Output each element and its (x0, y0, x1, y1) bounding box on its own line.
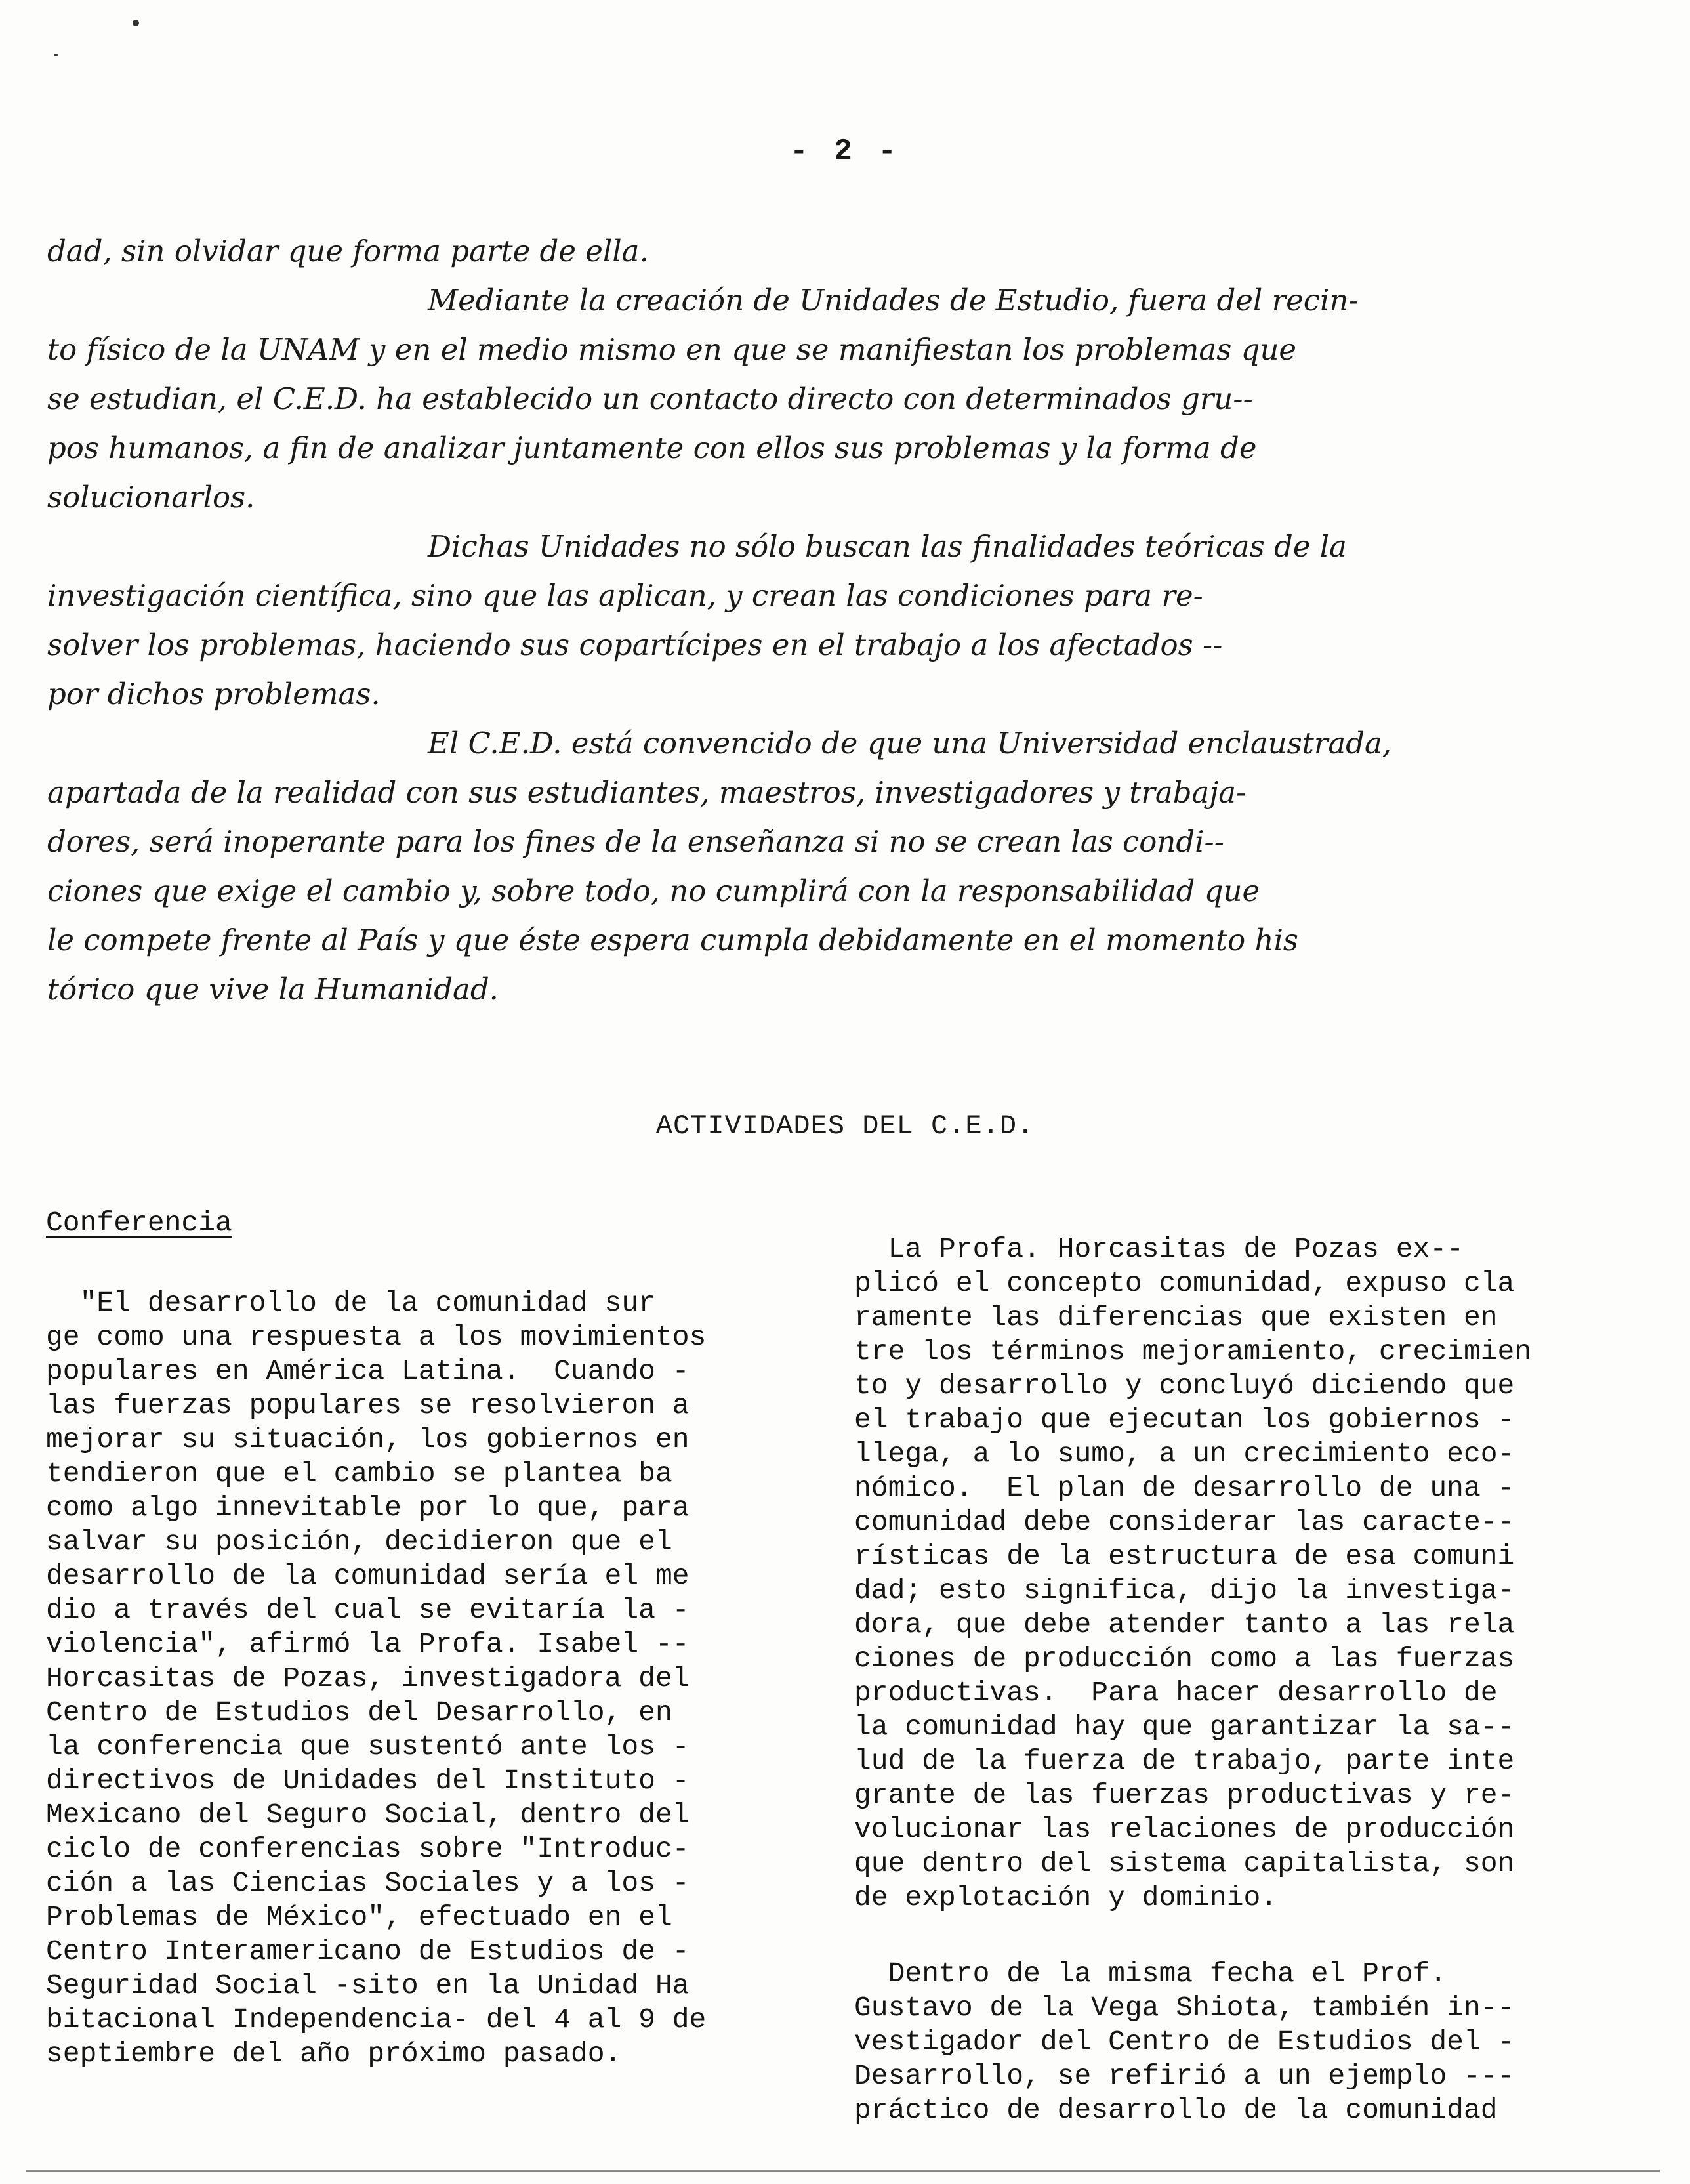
intro-line: to físico de la UNAM y en el medio mismo en que se manifiestan los problemas que (47, 332, 1297, 367)
paper-speck (54, 54, 58, 56)
column-line: mejorar su situación, los gobiernos en (46, 1423, 690, 1456)
column-line: dio a través del cual se evitaría la - (46, 1594, 690, 1626)
column-line: salvar su posición, decidieron que el (46, 1526, 672, 1558)
column-line: las fuerzas populares se resolvieron a (46, 1389, 690, 1421)
column-line: rísticas de la estructura de esa comuni (854, 1540, 1515, 1572)
column-line: productivas. Para hacer desarrollo de (854, 1677, 1498, 1709)
column-line: de explotación y dominio. (854, 1881, 1278, 1914)
intro-line: investigación científica, sino que las aplican, y crean las condiciones para re- (47, 578, 1203, 613)
column-line: tre los términos mejoramiento, crecimien (854, 1335, 1532, 1368)
intro-line: solver los problemas, haciendo sus copartícipes en el trabajo a los afectados -- (47, 627, 1223, 662)
column-line: Seguridad Social -sito en la Unidad Ha (46, 1969, 690, 2002)
column-line: populares en América Latina. Cuando - (46, 1355, 690, 1387)
column-line: ciclo de conferencias sobre "Introduc- (46, 1833, 690, 1865)
column-line: bitacional Independencia- del 4 al 9 de (46, 2004, 707, 2036)
column-line: llega, a lo sumo, a un crecimiento eco- (854, 1438, 1515, 1470)
column-line: plicó el concepto comunidad, expuso cla (854, 1267, 1515, 1299)
column-line: el trabajo que ejecutan los gobiernos - (854, 1404, 1515, 1436)
conference-subheading: Conferencia (46, 1207, 232, 1239)
column-line: dad; esto significa, dijo la investiga- (854, 1574, 1515, 1606)
column-line: Desarrollo, se refirió a un ejemplo --- (854, 2060, 1515, 2092)
column-line: volucionar las relaciones de producción (854, 1813, 1515, 1845)
intro-line: dores, será inoperante para los fines de la enseñanza si no se crean las condi-- (47, 824, 1224, 859)
intro-line: por dichos problemas. (47, 677, 381, 711)
intro-line: ciones que exige el cambio y, sobre todo, no cumplirá con la responsabilidad que (47, 873, 1260, 908)
column-line: to y desarrollo y concluyó diciendo que (854, 1370, 1515, 1402)
right-column (854, 1232, 1661, 2128)
column-line: lud de la fuerza de trabajo, parte inte (854, 1745, 1515, 1777)
paper-speck (133, 20, 139, 26)
column-line: vestigador del Centro de Estudios del - (854, 2026, 1515, 2058)
column-line: Mexicano del Seguro Social, dentro del (46, 1799, 690, 1831)
column-line: grante de las fuerzas productivas y re- (854, 1779, 1515, 1811)
column-line: "El desarrollo de la comunidad sur (46, 1287, 655, 1319)
column-line: Centro Interamericano de Estudios de - (46, 1935, 690, 1967)
column-line: nómico. El plan de desarrollo de una - (854, 1472, 1515, 1504)
paragraph-gap (854, 1915, 1661, 1957)
column-line: la comunidad hay que garantizar la sa-- (854, 1711, 1515, 1743)
intro-line: pos humanos, a fin de analizar juntamente con ellos sus problemas y la forma de (47, 430, 1257, 465)
intro-line: le compete frente al País y que éste espera cumpla debidamente en el momento his (47, 923, 1298, 957)
intro-line: Mediante la creación de Unidades de Estudio, fuera del recin- (428, 283, 1359, 318)
column-line: comunidad debe considerar las caracte-- (854, 1506, 1515, 1538)
intro-line: apartada de la realidad con sus estudiantes, maestros, investigadores y trabaja- (47, 775, 1247, 810)
column-line: septiembre del año próximo pasado. (46, 2038, 622, 2070)
page-bottom-edge (26, 2170, 1660, 2172)
column-line: Problemas de México", efectuado en el (46, 1901, 672, 1933)
intro-line: se estudian, el C.E.D. ha establecido un contacto directo con determinados gru-- (47, 381, 1253, 416)
column-line: desarrollo de la comunidad sería el me (46, 1560, 690, 1592)
column-line: la conferencia que sustentó ante los - (46, 1731, 690, 1763)
column-line: ciones de producción como a las fuerzas (854, 1643, 1515, 1675)
intro-line: tórico que vive la Humanidad. (47, 972, 499, 1007)
column-line: ción a las Ciencias Sociales y a los - (46, 1867, 690, 1899)
column-line: ramente las diferencias que existen en (854, 1301, 1498, 1334)
column-line: Horcasitas de Pozas, investigadora del (46, 1662, 690, 1694)
column-line: Gustavo de la Vega Shiota, también in-- (854, 1992, 1515, 2024)
column-line: Dentro de la misma fecha el Prof. (854, 1958, 1447, 1990)
intro-text (47, 226, 1648, 1014)
left-column (46, 1206, 833, 2071)
section-heading: ACTIVIDADES DEL C.E.D. (655, 1110, 1035, 1142)
column-line: como algo innevitable por lo que, para (46, 1492, 690, 1524)
column-line: práctico de desarrollo de la comunidad (854, 2094, 1498, 2126)
column-line: ge como una respuesta a los movimientos (46, 1321, 707, 1353)
column-line: violencia", afirmó la Profa. Isabel -- (46, 1628, 690, 1660)
column-line: dora, que debe atender tanto a las rela (854, 1608, 1515, 1641)
intro-line: Dichas Unidades no sólo buscan las finalidades teóricas de la (428, 529, 1347, 564)
intro-line: El C.E.D. está convencido de que una Universidad enclaustrada, (428, 726, 1392, 761)
column-line: directivos de Unidades del Instituto - (46, 1765, 690, 1797)
column-line: Centro de Estudios del Desarrollo, en (46, 1696, 672, 1729)
column-line: La Profa. Horcasitas de Pozas ex-- (854, 1233, 1464, 1265)
intro-line: dad, sin olvidar que forma parte de ella. (47, 234, 649, 268)
page-number: - 2 - (789, 135, 901, 169)
column-line: que dentro del sistema capitalista, son (854, 1847, 1515, 1880)
intro-line: solucionarlos. (47, 480, 255, 514)
column-line: tendieron que el cambio se plantea ba (46, 1458, 672, 1490)
